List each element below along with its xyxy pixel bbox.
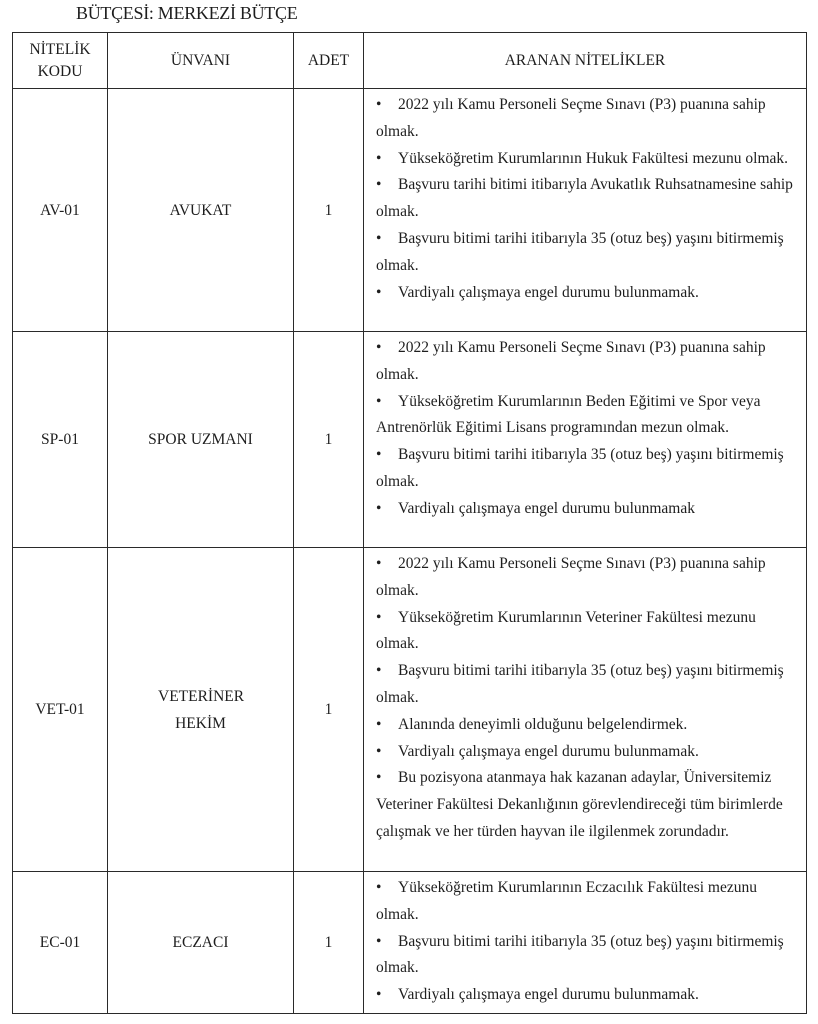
- qualification-item: [376, 442, 798, 496]
- qualification-text: 2022 yılı Kamu Personeli Seçme Sınavı (P3) puanına sahip olmak.: [376, 96, 766, 140]
- cell-qualifications: [364, 872, 807, 1014]
- qualification-text: Yükseköğretim Kurumlarının Hukuk Fakültesi mezunu olmak.: [398, 149, 789, 167]
- qualification-item: [376, 551, 798, 605]
- table-header-row: [13, 33, 807, 89]
- document-title: BÜTÇESİ: MERKEZİ BÜTÇE: [76, 3, 298, 23]
- table-row: [13, 89, 807, 332]
- bullet-icon: •: [376, 176, 382, 194]
- header-title: ÜNVANI: [108, 33, 294, 89]
- cell-qualifications: [364, 89, 807, 332]
- cell-code: AV-01: [13, 89, 108, 332]
- cell-count: 1: [294, 332, 364, 548]
- positions-table: [12, 32, 807, 1014]
- qualification-item: [376, 172, 798, 226]
- qualification-text: Yükseköğretim Kurumlarının Eczacılık Fakültesi mezunu olmak.: [376, 879, 757, 923]
- qualification-item: [376, 739, 798, 766]
- qualification-text: Başvuru bitimi tarihi itibarıyla 35 (otuz beş) yaşını bitirmemiş olmak.: [376, 229, 784, 274]
- bullet-icon: •: [376, 742, 382, 760]
- qualification-text: Başvuru bitimi tarihi itibarıyla 35 (otuz beş) yaşını bitirmemiş olmak.: [376, 662, 784, 706]
- bullet-icon: •: [376, 986, 382, 1004]
- qualification-text: Vardiyalı çalışmaya engel durumu bulunmamak: [398, 499, 695, 517]
- qualification-item: [376, 712, 798, 739]
- header-count: ADET: [294, 33, 364, 89]
- bullet-icon: •: [376, 715, 382, 733]
- cell-code: VET-01: [13, 548, 108, 872]
- cell-code: EC-01: [13, 872, 108, 1014]
- bullet-icon: •: [376, 879, 382, 896]
- qualification-item: [376, 280, 798, 307]
- qualification-item: [376, 226, 798, 280]
- qualification-text: Vardiyalı çalışmaya engel durumu bulunmamak.: [398, 283, 699, 301]
- qualification-item: [376, 335, 798, 389]
- qualification-text: Başvuru bitimi tarihi itibarıyla 35 (otuz beş) yaşını bitirmemiş olmak.: [376, 446, 784, 490]
- qualification-text: 2022 yılı Kamu Personeli Seçme Sınavı (P3) puanına sahip olmak.: [376, 555, 766, 599]
- cell-title: VETERİNER HEKİM: [108, 548, 294, 872]
- qualification-text: Bu pozisyona atanmaya hak kazanan adaylar, Üniversitemiz Veteriner Fakültesi Dekanlığının görevlendireceği tüm birimlerde çalışmak ve her türden hayvan ile ilgilenmek zorundadır.: [376, 769, 783, 840]
- qualification-item: [376, 765, 798, 845]
- qualification-text: 2022 yılı Kamu Personeli Seçme Sınavı (P3) puanına sahip olmak.: [376, 339, 766, 383]
- header-code: NİTELİK KODU: [13, 33, 108, 89]
- cell-count: 1: [294, 89, 364, 332]
- bullet-icon: •: [376, 608, 382, 626]
- bullet-icon: •: [376, 96, 382, 113]
- qualification-text: Başvuru tarihi bitimi itibarıyla Avukatlık Ruhsatnamesine sahip olmak.: [376, 176, 793, 221]
- qualification-item: [376, 605, 798, 659]
- header-qualifications: ARANAN NİTELİKLER: [364, 33, 807, 89]
- qualification-text: Vardiyalı çalışmaya engel durumu bulunmamak.: [398, 986, 699, 1004]
- qualification-item: [376, 496, 798, 523]
- qualification-text: Yükseköğretim Kurumlarının Beden Eğitimi ve Spor veya Antrenörlük Eğitimi Lisans programından mezun olmak.: [376, 392, 761, 437]
- qualification-text: Vardiyalı çalışmaya engel durumu bulunmamak.: [398, 742, 699, 760]
- table-row: [13, 872, 807, 1014]
- qualification-item: [376, 389, 798, 443]
- bullet-icon: •: [376, 932, 382, 950]
- bullet-icon: •: [376, 555, 382, 572]
- bullet-icon: •: [376, 769, 382, 787]
- qualification-text: Yükseköğretim Kurumlarının Veteriner Fakültesi mezunu olmak.: [376, 608, 756, 653]
- bullet-icon: •: [376, 149, 382, 167]
- bullet-icon: •: [376, 339, 382, 356]
- table-row: [13, 332, 807, 548]
- cell-title: ECZACI: [108, 872, 294, 1014]
- bullet-icon: •: [376, 499, 382, 517]
- bullet-icon: •: [376, 446, 382, 464]
- qualification-item: [376, 875, 798, 929]
- cell-code: SP-01: [13, 332, 108, 548]
- qualification-text: Başvuru bitimi tarihi itibarıyla 35 (otuz beş) yaşını bitirmemiş olmak.: [376, 932, 784, 977]
- qualification-text: Alanında deneyimli olduğunu belgelendirmek.: [398, 715, 688, 733]
- cell-qualifications: [364, 332, 807, 548]
- qualification-item: [376, 658, 798, 712]
- qualification-item: [376, 92, 798, 146]
- cell-qualifications: [364, 548, 807, 872]
- qualification-item: [376, 929, 798, 983]
- cell-title: AVUKAT: [108, 89, 294, 332]
- bullet-icon: •: [376, 229, 382, 247]
- qualification-item: [376, 982, 798, 1009]
- cell-count: 1: [294, 548, 364, 872]
- bullet-icon: •: [376, 662, 382, 680]
- cell-count: 1: [294, 872, 364, 1014]
- bullet-icon: •: [376, 283, 382, 301]
- table-row: [13, 548, 807, 872]
- cell-title: SPOR UZMANI: [108, 332, 294, 548]
- qualification-item: [376, 146, 798, 173]
- bullet-icon: •: [376, 392, 382, 410]
